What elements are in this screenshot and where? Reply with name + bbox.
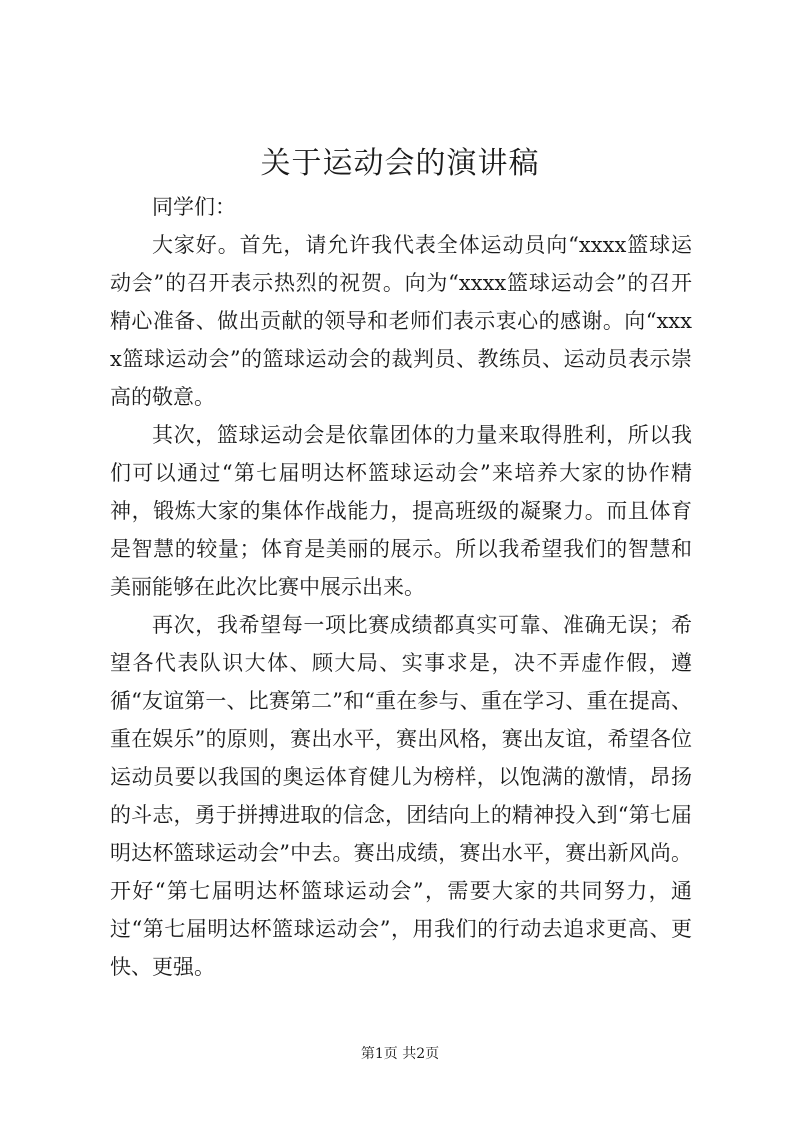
document-body (110, 188, 692, 986)
paragraph-second: 其次，篮球运动会是依靠团体的力量来取得胜利，所以我们可以通过“第七届明达杯篮球运动会”来培养大家的协作精神，锻炼大家的集体作战能力，提高班级的凝聚力。而且体育是智慧的较量；体育是美丽的展示。所以我希望我们的智慧和美丽能够在此次比赛中展示出来。 (110, 423, 692, 599)
paragraph-opening: 大家好。首先，请允许我代表全体运动员向“xxxx篮球运动会”的召开表示热烈的祝贺。向为“xxxx篮球运动会”的召开精心准备、做出贡献的领导和老师们表示衷心的感谢。向“xxxx篮球运动会”的篮球运动会的裁判员、教练员、运动员表示崇高的敬意。 (110, 233, 692, 409)
document-title: 关于运动会的演讲稿 (260, 146, 540, 181)
page-footer: 第1页 共2页 (360, 1046, 440, 1062)
paragraph-third: 再次，我希望每一项比赛成绩都真实可靠、准确无误；希望各代表队识大体、顾大局、实事求是，决不弄虚作假，遵循“友谊第一、比赛第二”和“重在参与、重在学习、重在提高、重在娱乐”的原则，赛出水平，赛出风格，赛出友谊，希望各位运动员要以我国的奥运体育健儿为榜样，以饱满的激情，昂扬的斗志，勇于拼搏进取的信念，团结向上的精神投入到“第七届明达杯篮球运动会”中去。赛出成绩，赛出水平，赛出新风尚。开好“第七届明达杯篮球运动会”，需要大家的共同努力，通过“第七届明达杯篮球运动会”，用我们的行动去追求更高、更快、更强。 (110, 613, 692, 979)
paragraph-greeting: 同学们： (152, 195, 236, 219)
